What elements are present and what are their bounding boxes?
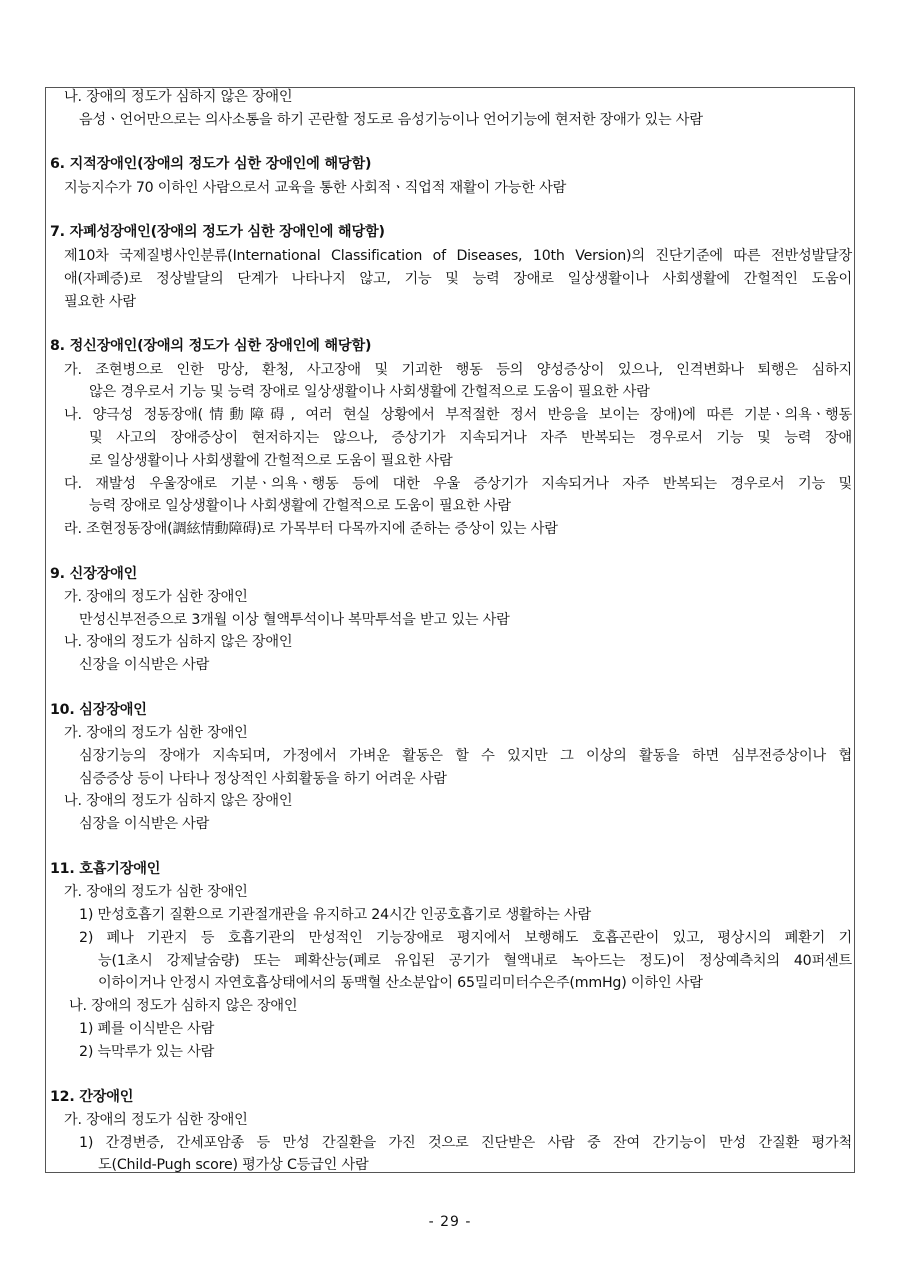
item-description: 심장을 이식받은 사람 <box>79 816 210 832</box>
section-heading-6: 6. 지적장애인(장애의 정도가 심한 장애인에 해당함) <box>50 156 372 172</box>
item-description: 신장을 이식받은 사람 <box>79 657 210 673</box>
item-label: 나. 장애의 정도가 심하지 않은 장애인 <box>64 89 293 105</box>
item-label: 나. 장애의 정도가 심하지 않은 장애인 <box>64 634 293 650</box>
paragraph-line: 않은 경우로서 기능 및 능력 장애로 일상생활이나 사회생활에 간헐적으로 도움이 필요한 사람 <box>89 384 650 400</box>
paragraph-line: 능력 장애로 일상생활이나 사회생활에 간헐적으로 도움이 필요한 사람 <box>89 498 511 514</box>
section-heading-8: 8. 정신장애인(장애의 정도가 심한 장애인에 해당함) <box>50 338 372 354</box>
numbered-item: 2) 늑막루가 있는 사람 <box>79 1044 215 1060</box>
numbered-item: 1) 폐를 이식받은 사람 <box>79 1021 215 1037</box>
item-label: 가. 장애의 정도가 심한 장애인 <box>64 589 248 605</box>
item-label: 가. 장애의 정도가 심한 장애인 <box>64 884 248 900</box>
paragraph-line: 심장기능의 장애가 지속되며, 가정에서 가벼운 활동은 할 수 있지만 그 이상의 활동을 하면 심부전증상이나 협 <box>79 748 852 764</box>
paragraph-line: 이하이거나 안정시 자연호흡상태에서의 동맥혈 산소분압이 65밀리미터수은주(mmHg) 이하인 사람 <box>98 975 703 991</box>
item-label: 나. 장애의 정도가 심하지 않은 장애인 <box>69 998 298 1014</box>
item-label: 가. 장애의 정도가 심한 장애인 <box>64 725 248 741</box>
paragraph-line: 심증증상 등이 나타나 정상적인 사회활동을 하기 어려운 사람 <box>79 771 447 787</box>
paragraph-line: 가. 조현병으로 인한 망상, 환청, 사고장애 및 기괴한 행동 등의 양성증상이 있으나, 인격변화나 퇴행은 심하지 <box>64 362 852 378</box>
item-description: 지능지수가 70 이하인 사람으로서 교육을 통한 사회적ㆍ직업적 재활이 가능한 사람 <box>64 180 567 196</box>
section-heading-10: 10. 심장장애인 <box>50 702 147 718</box>
item-description: 음성ㆍ언어만으로는 의사소통을 하기 곤란할 정도로 음성기능이나 언어기능에 현저한 장애가 있는 사람 <box>79 112 703 128</box>
paragraph-line: 로 일상생활이나 사회생활에 간헐적으로 도움이 필요한 사람 <box>89 453 453 469</box>
paragraph-line: 및 사고의 장애증상이 현저하지는 않으나, 증상기가 지속되거나 자주 반복되는 경우로서 기능 및 능력 장애 <box>89 430 852 446</box>
paragraph-line: 도(Child-Pugh score) 평가상 C등급인 사람 <box>98 1157 369 1173</box>
paragraph-line: 나. 양극성 정동장애(情動障碍, 여러 현실 상황에서 부적절한 정서 반응을 보이는 장애)에 따른 기분ㆍ의욕ㆍ행동 <box>64 407 852 423</box>
paragraph-line: 필요한 사람 <box>64 294 136 310</box>
item-description: 만성신부전증으로 3개월 이상 혈액투석이나 복막투석을 받고 있는 사람 <box>79 612 510 628</box>
paragraph-line: 다. 재발성 우울장애로 기분ㆍ의욕ㆍ행동 등에 대한 우울 증상기가 지속되거나 자주 반복되는 경우로서 기능 및 <box>64 476 852 492</box>
paragraph-line: 1) 간경변증, 간세포암종 등 만성 간질환을 가진 것으로 진단받은 사람 중 잔여 간기능이 만성 간질환 평가척 <box>79 1135 852 1151</box>
paragraph-line: 능(1초시 강제날숨량) 또는 폐확산능(폐로 유입된 공기가 혈액내로 녹아드는 정도)이 정상예측치의 40퍼센트 <box>98 953 852 969</box>
item-label: 나. 장애의 정도가 심하지 않은 장애인 <box>64 793 293 809</box>
section-heading-9: 9. 신장장애인 <box>50 566 138 582</box>
section-heading-11: 11. 호흡기장애인 <box>50 861 161 877</box>
paragraph-line: 라. 조현정동장애(調絃情動障碍)로 가목부터 다목까지에 준하는 증상이 있는 사람 <box>64 521 558 537</box>
paragraph-line: 2) 폐나 기관지 등 호흡기관의 만성적인 기능장애로 평지에서 보행해도 호흡곤란이 있고, 평상시의 폐환기 기 <box>79 930 852 946</box>
paragraph-line: 애(자폐증)로 정상발달의 단계가 나타나지 않고, 기능 및 능력 장애로 일상생활이나 사회생활에 간헐적인 도움이 <box>64 271 852 287</box>
section-heading-12: 12. 간장애인 <box>50 1089 134 1105</box>
numbered-item: 1) 만성호흡기 질환으로 기관절개관을 유지하고 24시간 인공호흡기로 생활하는 사람 <box>79 907 591 923</box>
section-heading-7: 7. 자폐성장애인(장애의 정도가 심한 장애인에 해당함) <box>50 224 385 240</box>
paragraph-line: 제10차 국제질병사인분류(International Classification of Diseases, 10th Version)의 진단기준에 따른 전반성발달장 <box>64 248 852 264</box>
page-number: - 29 - <box>428 1214 472 1230</box>
item-label: 가. 장애의 정도가 심한 장애인 <box>64 1112 248 1128</box>
